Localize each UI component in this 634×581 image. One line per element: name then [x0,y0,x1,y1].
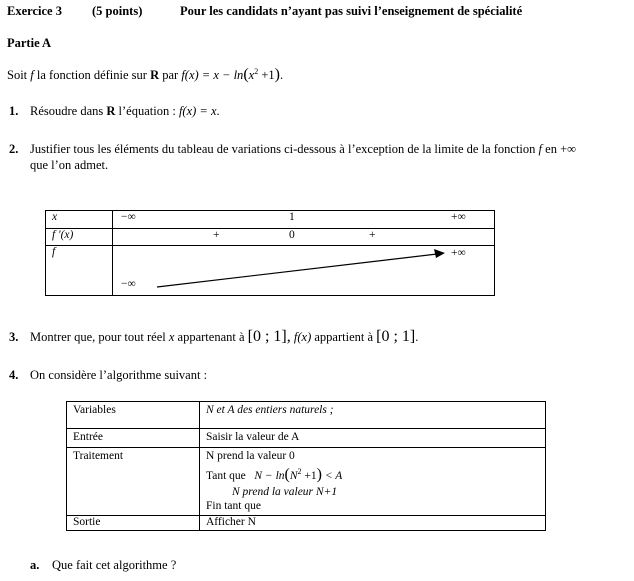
intro-formula: f(x) = x − ln [181,68,244,82]
intro-text: Soit [7,68,28,82]
question-4-number: 4. [9,368,19,382]
alg-label-variables: Variables [67,402,200,429]
intro-line [7,66,283,84]
fprime-sign-2: + [369,229,376,241]
formula-exp: 2 [254,67,259,76]
while-plus: +1 [301,470,317,482]
row-fprime [46,229,495,246]
while-N: N [289,470,298,482]
x-minus-inf: −∞ [121,211,136,223]
fprime-sign-1: + [213,229,220,241]
while-paren-open: ( [284,466,290,483]
alg-row-sortie [67,516,546,531]
row-fprime-label: f ′(x) [46,229,113,246]
question-2-line2: que l’on admet. [30,158,109,172]
intro-text-2: la fonction définie sur [36,68,147,82]
intro-par: par [162,68,179,82]
increasing-arrow-icon [153,246,453,296]
q1-text: Résoudre dans [30,104,104,118]
question-3-number: 3. [9,330,19,344]
while-cond: < A [321,470,343,482]
alg-row-traitement [67,448,546,516]
alg-init: N prend la valeur 0 [206,450,295,462]
question-2-line1 [30,142,576,157]
q2-line1: Justifier tous les éléments du tableau de variations ci-dessous à l’exception de la limite de la fonction [30,142,536,156]
q3-fx: f(x) [293,330,312,344]
q1-R: R [106,104,116,118]
q3-interval: [0 ; 1], [247,328,291,345]
paren-open: ( [243,66,249,83]
alg-row-variables [67,402,546,429]
row-x [46,211,495,229]
part-title: Partie A [7,36,52,50]
f-end: +∞ [451,247,466,259]
alg-row-entree [67,429,546,448]
question-1-number: 1. [9,104,19,118]
row-f-label: f [46,246,113,296]
while-exp: 2 [297,467,302,476]
subquestion-a-text: Que fait cet algorithme ? [52,558,177,572]
while-text: Tant que [206,470,246,482]
row-x-label: x [46,211,113,229]
row-fprime-values [113,229,495,246]
subquestion-a-label: a. [30,558,40,572]
q1-end: . [216,104,220,118]
intro-f: f [30,68,34,82]
while-paren-close: ) [316,466,322,483]
q3-text1: Montrer que, pour tout réel [30,330,166,344]
question-1-text [30,104,220,119]
x-one: 1 [289,211,295,223]
question-2-number: 2. [9,142,19,156]
alg-value-entree: Saisir la valeur de A [200,429,546,448]
algorithm-table [66,401,546,531]
alg-loop-body: N prend la valeur N+1 [232,486,338,498]
row-x-values [113,211,495,229]
q1-math: f(x) = x [178,104,217,118]
q2-line1-end: en +∞ [545,142,577,156]
fprime-zero: 0 [289,229,295,241]
formula-plus1: +1 [258,68,275,82]
exercise-points: (5 points) [92,4,143,18]
alg-value-traitement [200,448,546,516]
paren-close: ) [274,66,280,83]
alg-value-variables: N et A des entiers naturels ; [200,402,546,429]
row-f-values [113,246,495,296]
variation-table [45,210,495,296]
q3-text3: appartient à [314,330,374,344]
q3-interval2: [0 ; 1] [376,328,416,345]
q3-text2: appartenant à [177,330,245,344]
exercise-audience: Pour les candidats n’ayant pas suivi l’enseignement de spécialité [180,4,523,18]
alg-label-traitement: Traitement [67,448,200,516]
q3-end: . [415,330,419,344]
alg-while [206,465,539,483]
intro-R: R [150,68,160,82]
row-f [46,246,495,296]
q2-f: f [538,142,543,156]
f-start: −∞ [121,278,136,290]
alg-end-while: Fin tant que [206,500,261,512]
formula-x: x [248,68,255,82]
exercise-title: Exercice 3 [7,4,62,18]
q3-x: x [168,330,175,344]
x-plus-inf: +∞ [451,211,466,223]
q1-text2: l’équation : [118,104,176,118]
while-math: N − ln [254,470,285,482]
alg-label-entree: Entrée [67,429,200,448]
alg-value-sortie: Afficher N [200,516,546,531]
question-3-text [30,328,418,346]
alg-label-sortie: Sortie [67,516,200,531]
question-4-text: On considère l’algorithme suivant : [30,368,208,382]
intro-end: . [279,68,284,82]
